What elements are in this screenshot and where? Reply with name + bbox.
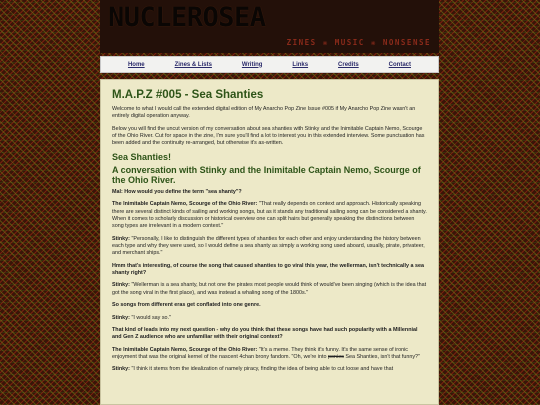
section-heading: Sea Shanties!	[112, 151, 172, 162]
answer-5-speaker: The Inimitable Captain Nemo, Scourge of the Ohio River:	[112, 346, 258, 353]
answer-6	[112, 366, 427, 373]
question-3-text: So songs from different eras get conflated into one genre.	[112, 302, 261, 309]
intro-paragraph-1: Welcome to what I would call the extended digital edition of My Anarcho Pop Zine Issue #005 if My Anarcho Pop Zine wasn't an entirely digital operation anyway.	[112, 106, 416, 120]
answer-3-speaker: Stinky:	[112, 282, 130, 289]
answer-2-text: "Personally, I like to distinguish the different types of shanties for each other and enjoy understanding the history between each type and why they were used, so I would define a sea shanty as simply a working song used aboard, usually, pirate, privateer, and merchant ships."	[112, 235, 425, 257]
question-4-text: That kind of leads into my next question - why do you think that these songs have had such popularity with a Millennial and Gen Z audience who are unfamiliar with their original context?	[112, 326, 418, 341]
question-4	[112, 327, 427, 342]
question-2-text: Hmm that's interesting, of course the song that caused shanties to go viral this year, the wellerman, isn't technically a sea shanty right?	[112, 262, 425, 277]
answer-5	[112, 347, 427, 362]
question-3	[112, 302, 427, 309]
answer-3-text: "Wellerman is a sea shanty, but not one the pirates most people would think of would've been singing (which is the idea that got the song viral in the first place), and was instead a whaling song of the 1800s."	[112, 282, 427, 296]
intro-paragraph-2: Below you will find the uncut version of my conversation about sea shanties with Stinky and the Inimitable Captain Nemo, Scourge of the Ohio River. Cut for space in the zine, I'm sure you'll find a lot to interest you in this extended interview. Some punctuation has been added and the continuity re-arranged, but otherwise it's as-written.	[112, 125, 425, 147]
article-title: M.A.P.Z #005 - Sea Shanties	[112, 89, 264, 101]
answer-5-strikethrough: ponies	[328, 353, 344, 360]
site-header	[100, 0, 439, 53]
answer-1	[112, 201, 427, 230]
main-nav	[100, 56, 439, 73]
answer-5-text-start: "It's a meme. They think it's funny. It's the same sense of ironic enjoyment that was the original kernel of the nascent 4chan brony fandom. "Oh, we're into	[112, 346, 408, 360]
nav-link-links[interactable]: Links	[292, 61, 309, 68]
answer-1-speaker: The Inimitable Captain Nemo, Scourge of the Ohio River:	[112, 201, 258, 208]
nav-link-writing[interactable]: Writing	[241, 61, 263, 68]
nav-link-contact[interactable]: Contact	[388, 61, 411, 68]
answer-2	[112, 236, 427, 258]
question-1-text: Mal: How would you define the term "sea shanty"?	[112, 189, 242, 196]
answer-3	[112, 282, 427, 297]
answer-5-text-end: Sea Shanties, isn't that funny?"	[343, 353, 420, 360]
answer-4-speaker: Stinky:	[112, 314, 130, 321]
answer-6-text: "I think it stems from the idealization of namely piracy, finding the idea of being able to cut loose and have that	[129, 366, 394, 373]
question-2	[112, 263, 427, 278]
site-logo[interactable]: NUCLEROSEA	[108, 2, 266, 33]
interview-heading: A conversation with Stinky and the Inimitable Captain Nemo, Scourge of the Ohio River.	[112, 165, 421, 185]
site-tagline: ZINES ❋ MUSIC ❋ NONSENSE	[286, 38, 431, 47]
nav-link-credits[interactable]: Credits	[338, 61, 359, 68]
answer-4-text: "I would say so."	[129, 314, 171, 321]
answer-1-text: "That really depends on context and approach. Historically speaking there are several distinct kinds of sailing and working songs, but as it stands any traditional sailing song can be considered a shanty. When it comes to scholarly discussion or historical overview one can split hairs but generally speaking the distinctions between song types are irrelevant in a modern context."	[112, 201, 427, 230]
answer-4	[112, 315, 427, 322]
answer-6-speaker: Stinky:	[112, 366, 130, 373]
nav-link-home[interactable]: Home	[127, 61, 145, 68]
question-1	[112, 189, 427, 196]
article-content	[100, 79, 439, 405]
nav-link-zines-lists[interactable]: Zines & Lists	[174, 61, 212, 68]
answer-2-speaker: Stinky:	[112, 235, 130, 242]
